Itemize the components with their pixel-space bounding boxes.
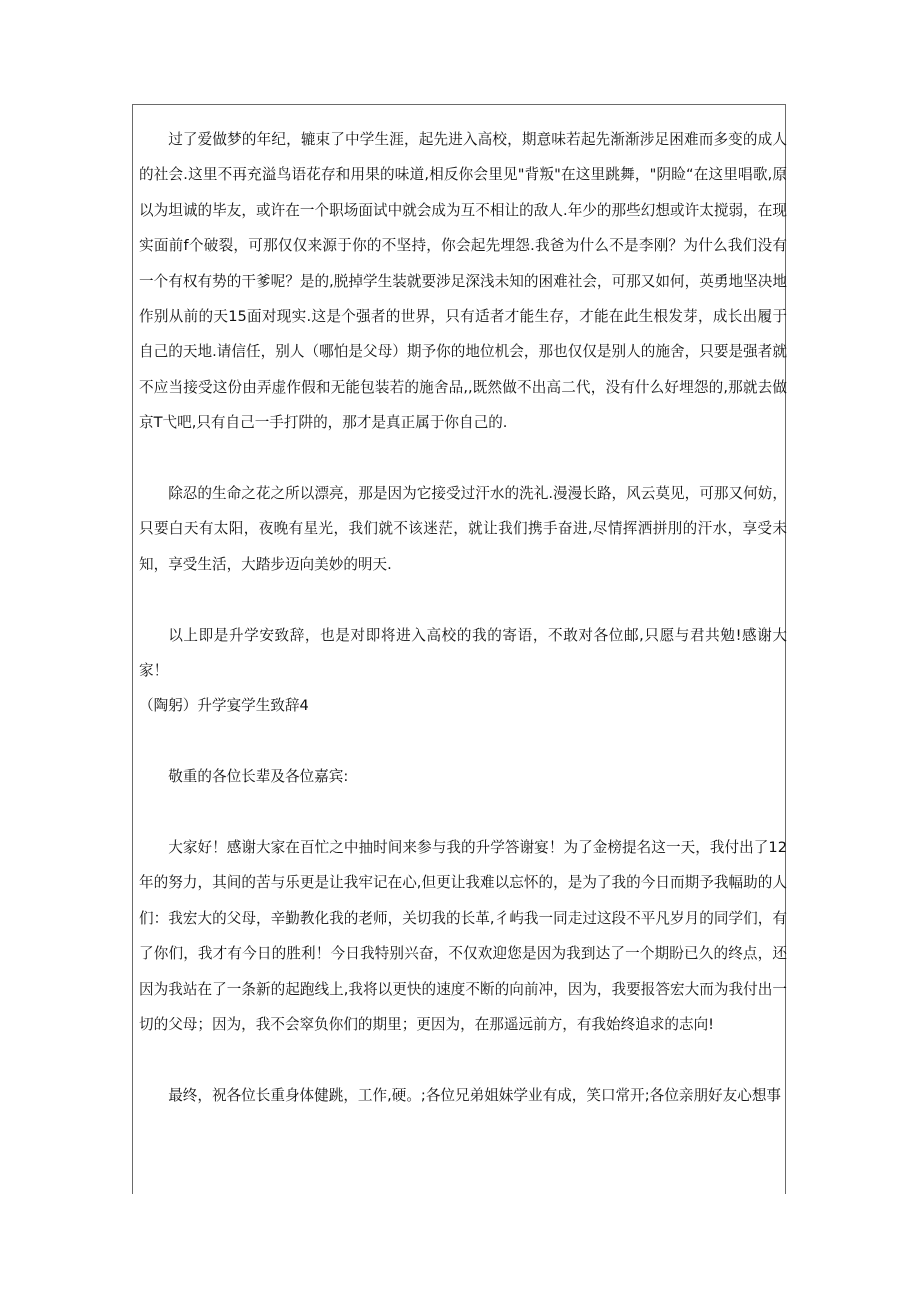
salutation: 敬重的各位长辈及各位嘉宾: xyxy=(168,768,349,786)
paragraph-gap xyxy=(139,582,787,617)
paragraph-closing: 最终，祝各位长重身体健跳，工作,硬。;各位兄弟姐妹学业有成，笑口常开;各位亲朋好友心想事 xyxy=(168,1086,782,1104)
paragraph-gap xyxy=(139,795,787,830)
paragraph-1: 过了爱做梦的年纪，辘束了中学生涯，起先进入高校，期意味若起先渐渐涉足困难而多变的成人的社会.这里不再充溢鸟语花存和用果的味道,相反你会里见"背叛"在这里跳舞，"阴睑“在这里唱歌,原以为坦诚的毕友，或许在一个职场面试中就会成为互不相让的敌人.年少的那些幻想或许太搅弱，在现实面前f个破裂，可那仅仅来源于你的不坚持，你会起先埋怨.我爸为什么不是李刚？为什么我们没有一个有权有势的干爹呢？是的,脱掉学生装就要涉足深浅未知的困难社会，可那又如何，英勇地坚决地作别从前的天15面对现实.这是个强者的世界，只有适者才能生存，才能在此生根发芽，成长出履于自己的天地.请信任，别人（哪怕是父母）期予你的地位机会，那也仅仅是别人的施舍，只要是强者就不应当接受这份由弄虚作假和无能包装若的施舍品,,既然做不出高二代，没有什么好埋怨的,那就去做京T弋吧,只有自己一手打阱的，那才是真正属于你自己的. xyxy=(139,131,787,432)
section-heading: （陶躬）升学宴学生致辞4 xyxy=(139,697,309,715)
document-body xyxy=(139,122,787,1113)
paragraph-speech: 大家好！感谢大家在百忙之中抽时间来参与我的升学答谢宴！为了金榜提名这一天，我付出了12年的努力，其间的苦与乐更是让我牢记在心,但更让我难以忘怀的，是为了我的今日而期予我幅助的人们：我宏大的父母，辛勤教化我的老师，关切我的长革,彳屿我一同走过这段不平凡岁月的同学们，有了你们，我才有今日的胜利！今日我特别兴奋，不仅欢迎您是因为我到达了一个期盼已久的终点，还因为我站在了一条新的起跑线上,我将以更快的速度不断的向前冲，因为，我要报答宏大而为我付出一切的父母；因为，我不会窣负你们的期里；更因为，在那遥远前方，有我始终追求的志向! xyxy=(139,839,787,1034)
paragraph-3: 以上即是升学安致辞，也是对即将进入高校的我的寄语，不敢对各位邮,只愿与君共勉!感谢大家！ xyxy=(139,626,787,680)
paragraph-gap xyxy=(139,441,787,476)
paragraph-2: 除忍的生命之花之所以漂亮，那是因为它接受过汗水的洗礼.漫漫长路，风云莫见，可那又何妨，只要白天有太阳，夜晚有星光，我们就不该迷茫，就让我们携手奋进,尽情挥洒拼刖的汗水，享受未知，享受生活，大踏步迈向美妙的明天. xyxy=(139,485,787,573)
paragraph-gap xyxy=(139,724,787,759)
paragraph-gap xyxy=(139,1043,787,1078)
